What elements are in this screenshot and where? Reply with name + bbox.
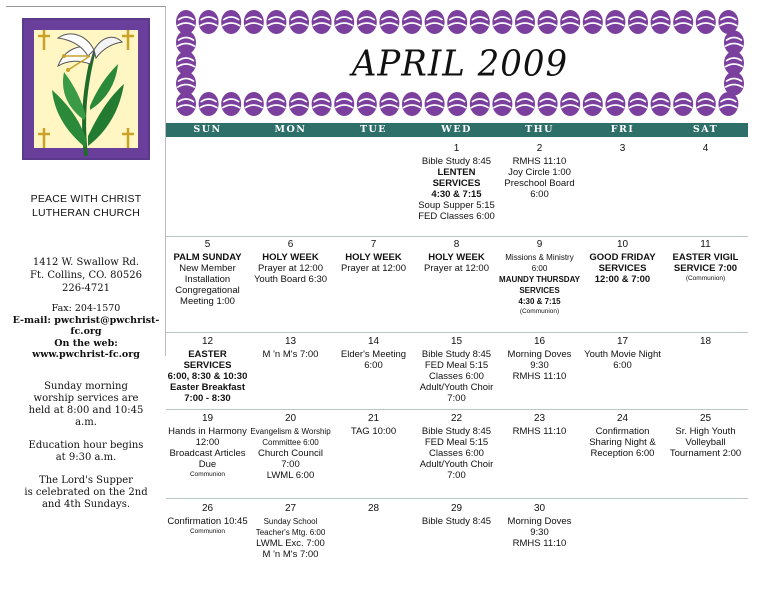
event-text: Adult/Youth Choir 7:00 [419,382,494,404]
church-name [6,192,166,220]
address-phone: 226-4721 [62,283,110,294]
easter-egg-icon [696,10,716,34]
event-text: Sunday School Teacher's Mtg. 6:00 [255,517,326,537]
calendar-day-cell[interactable] [498,413,581,437]
event-text: Youth Board 6:30 [253,274,328,285]
day-number: 27 [284,503,297,514]
easter-egg-icon [221,10,241,34]
address-street: 1412 W. Swallow Rd. [32,257,140,268]
event-text: Confirmation Sharing Night & Reception 6:00 [589,426,656,459]
day-number: 29 [450,503,463,514]
event-text: M 'n M's 7:00 [262,549,319,560]
day-number: 5 [204,239,211,250]
easter-egg-icon [266,92,286,116]
easter-egg-icon [334,10,354,34]
day-number: 1 [453,143,460,154]
calendar-day-cell[interactable] [581,239,664,285]
worship-note: Sunday morning worship services are held at 8:00 and 10:45 a.m. [28,381,144,428]
easter-egg-icon [447,10,467,34]
easter-egg-icon [560,10,580,34]
event-text: FED Meal 5:15 [424,437,489,448]
education-note: Education hour begins at 9:30 a.m. [28,440,144,463]
calendar-day-cell[interactable] [332,503,415,516]
event-text: TAG 10:00 [350,426,397,437]
easter-egg-icon [312,92,332,116]
calendar-day-cell[interactable] [664,239,747,283]
event-text: LENTEN SERVICES [432,167,481,189]
event-text: 6:00, 8:30 & 10:30 [167,371,248,382]
month-title: APRIL 2009 [351,43,569,85]
event-text: Joy Circle 1:00 [508,167,571,178]
calendar-day-cell[interactable] [415,239,498,274]
day-header-wed: WED [441,124,472,135]
event-text: HOLY WEEK [345,252,402,263]
easter-egg-icon [724,51,744,75]
web-address[interactable]: www.pwchrist-fc.org [32,349,140,360]
day-number: 22 [450,413,463,424]
event-text: LWML 6:00 [266,470,315,481]
calendar-day-cell[interactable] [249,503,332,560]
calendar-day-cell[interactable] [166,413,249,479]
calendar-day-cell[interactable] [332,336,415,371]
day-number: 8 [453,239,460,250]
easter-egg-icon [628,92,648,116]
day-number: 9 [536,239,543,250]
event-text: Youth Movie Night 6:00 [584,349,661,371]
event-text: Soup Supper 5:15 [418,200,495,211]
calendar-day-cell[interactable] [249,336,332,360]
email-address[interactable]: E-mail: pwchrist@pwchrist-fc.org [12,314,160,337]
calendar-day-cell[interactable] [332,239,415,274]
easter-egg-icon [176,51,196,75]
easter-egg-icon [379,92,399,116]
event-text: Elder's Meeting 6:00 [340,349,407,371]
event-text: Morning Doves 9:30 [507,516,572,538]
easter-egg-icon [289,92,309,116]
day-number: 18 [699,336,712,347]
day-number: 20 [284,413,297,424]
easter-egg-icon [718,10,738,34]
easter-egg-icon [560,92,580,116]
event-text: FED Classes 6:00 [418,211,495,222]
event-text: Congregational Meeting 1:00 [175,285,240,307]
easter-egg-icon [244,10,264,34]
event-text: Prayer at 12:00 [258,263,323,274]
easter-egg-icon [199,10,219,34]
church-address [6,256,166,295]
calendar-day-cell[interactable] [166,503,249,536]
easter-egg-icon [176,92,196,116]
event-text: Classes 6:00 [429,448,484,459]
day-number: 26 [201,503,214,514]
supper-note-line2: is celebrated on the 2nd and 4th Sundays. [24,487,148,510]
calendar-day-cell[interactable] [581,143,664,156]
calendar-day-cell[interactable] [415,336,498,404]
day-header-thu: THU [525,124,554,135]
calendar-day-cell[interactable] [249,239,332,285]
day-number: 2 [536,143,543,154]
event-text: Broadcast Articles Due [169,448,246,470]
easter-egg-icon [470,10,490,34]
day-number: 3 [619,143,626,154]
supper-note [0,475,172,511]
day-of-week-header [166,123,748,137]
event-text: Church Council 7:00 [258,448,323,470]
easter-egg-icon [357,10,377,34]
easter-egg-icon [515,92,535,116]
event-text: Morning Doves 9:30 [507,349,572,371]
easter-egg-icon [628,10,648,34]
event-text: Prayer at 12:00 [341,263,406,274]
calendar-day-cell[interactable] [664,336,747,349]
calendar-day-cell[interactable] [581,336,664,371]
calendar-day-cell[interactable] [166,143,249,145]
event-text: Bible Study 8:45 [421,426,492,437]
event-text: PALM SUNDAY [173,252,242,263]
day-header-sun: SUN [193,124,222,135]
event-text: Bible Study 8:45 [421,516,492,527]
event-text: Communion [189,471,226,478]
grid-divider [166,409,748,410]
easter-egg-icon [199,92,219,116]
web-label: On the web: [54,337,118,349]
day-header-tue: TUE [359,124,388,135]
calendar-day-cell[interactable] [415,503,498,527]
easter-egg-icon [176,31,196,55]
event-text: Confirmation 10:45 [167,516,248,527]
easter-egg-icon [605,10,625,34]
calendar-day-cell[interactable] [498,336,581,382]
calendar-day-cell[interactable] [581,503,664,505]
day-number: 6 [287,239,294,250]
calendar-day-cell[interactable] [498,143,581,200]
church-contact [0,303,172,361]
easter-egg-icon [402,92,422,116]
event-text: Hands in Harmony 12:00 [168,426,247,448]
day-number: 17 [616,336,629,347]
grid-divider [166,498,748,499]
easter-egg-icon [334,92,354,116]
event-text: RMHS 11:10 [512,426,567,437]
calendar-day-cell[interactable] [332,413,415,437]
address-city: Ft. Collins, CO. 80526 [30,270,142,281]
easter-egg-icon [538,92,558,116]
easter-egg-icon [718,92,738,116]
event-text: 4:30 & 7:15 [518,297,561,306]
calendar-day-cell[interactable] [415,413,498,481]
easter-egg-icon [696,92,716,116]
event-text: Bible Study 8:45 [421,156,492,167]
event-text: Bible Study 8:45 [421,349,492,360]
day-number: 11 [700,239,711,250]
event-text: Preschool Board 6:00 [504,178,575,200]
easter-egg-icon [289,10,309,34]
calendar-day-cell[interactable] [415,143,498,222]
calendar-day-cell[interactable] [664,503,747,505]
easter-egg-icon [470,92,490,116]
day-number: 25 [699,413,712,424]
calendar-day-cell[interactable] [498,503,581,549]
event-text: Easter Breakfast [170,382,245,393]
calendar-day-cell[interactable] [249,143,332,145]
event-text: RMHS 11:10 [512,371,567,382]
day-number: 28 [367,503,380,514]
day-number: 10 [616,239,629,250]
day-number: 23 [533,413,546,424]
event-text: HOLY WEEK [262,252,319,263]
church-notes [0,381,172,522]
calendar-day-cell[interactable] [664,413,747,459]
easter-egg-icon [379,10,399,34]
calendar-day-cell[interactable] [249,413,332,481]
calendar-day-cell[interactable] [581,413,664,459]
day-header-mon: MON [274,124,307,135]
easter-egg-icon [176,10,196,34]
event-text: FED Meal 5:15 [424,360,489,371]
easter-egg-icon [673,10,693,34]
day-number: 30 [533,503,546,514]
calendar-day-cell[interactable] [332,143,415,145]
easter-egg-icon [583,92,603,116]
easter-egg-icon [244,92,264,116]
event-text: Classes 6:00 [429,371,484,382]
day-number: 13 [284,336,297,347]
event-text: HOLY WEEK [428,252,485,263]
event-text: RMHS 11:10 [512,156,567,167]
day-number: 24 [616,413,629,424]
event-text: RMHS 11:10 [512,538,567,549]
easter-egg-icon [605,92,625,116]
day-header-fri: FRI [610,124,635,135]
day-header-sat: SAT [692,124,719,135]
event-text: Communion [189,528,226,535]
easter-egg-icon [673,92,693,116]
event-text: Missions & Ministry 6:00 [505,253,574,273]
calendar-day-cell[interactable] [166,239,249,307]
easter-egg-icon [266,10,286,34]
day-number: 21 [367,413,380,424]
calendar-day-cell[interactable] [498,239,581,316]
easter-egg-icon [425,10,445,34]
easter-egg-icon [402,10,422,34]
fax-number: Fax: 204-1570 [51,303,121,314]
event-text: New Member Installation [179,263,236,285]
easter-egg-icon [357,92,377,116]
event-text: Adult/Youth Choir 7:00 [419,459,494,481]
event-text: Evangelism & Worship Committee 6:00 [250,427,331,447]
easter-egg-icon [425,92,445,116]
event-text: 4:30 & 7:15 [431,189,482,200]
event-text: MAUNDY THURSDAY SERVICES [499,275,580,295]
event-text: LWML Exc. 7:00 [256,538,325,549]
event-text: Sr. High Youth Volleyball Tournament 2:00 [669,426,742,459]
day-number: 4 [702,143,709,154]
easter-egg-icon [724,31,744,55]
event-text: 7:00 - 8:30 [184,393,231,404]
day-number: 16 [533,336,546,347]
day-number: 19 [201,413,214,424]
day-number: 15 [450,336,463,347]
easter-egg-icon [492,92,512,116]
easter-lily-cross-icon [22,18,150,160]
event-text: (Communion) [685,275,726,282]
event-text: Prayer at 12:00 [424,263,489,274]
easter-egg-icon [176,72,196,96]
day-number: 14 [367,336,380,347]
calendar-day-cell[interactable] [166,336,249,404]
supper-note-line1: The Lord's Supper [39,475,133,486]
easter-egg-icon [515,10,535,34]
church-name-line2: LUTHERAN CHURCH [31,207,140,219]
day-number: 12 [201,336,214,347]
easter-egg-icon [583,10,603,34]
easter-egg-icon [221,92,241,116]
easter-egg-icon [651,10,671,34]
easter-egg-icon [492,10,512,34]
event-text: GOOD FRIDAY SERVICES [589,252,656,274]
calendar-day-cell[interactable] [664,143,747,156]
event-text: EASTER SERVICES [183,349,232,371]
event-text: (Communion) [519,308,560,315]
easter-egg-icon [538,10,558,34]
day-number: 7 [370,239,377,250]
grid-divider [166,332,748,333]
easter-egg-icon [447,92,467,116]
church-name-line1: PEACE WITH CHRIST [30,193,142,205]
event-text: 12:00 & 7:00 [594,274,651,285]
easter-egg-icon [724,72,744,96]
easter-egg-icon [312,10,332,34]
grid-divider [166,236,748,237]
easter-egg-icon [651,92,671,116]
event-text: EASTER VIGIL SERVICE 7:00 [672,252,739,274]
event-text: M 'n M's 7:00 [262,349,319,360]
